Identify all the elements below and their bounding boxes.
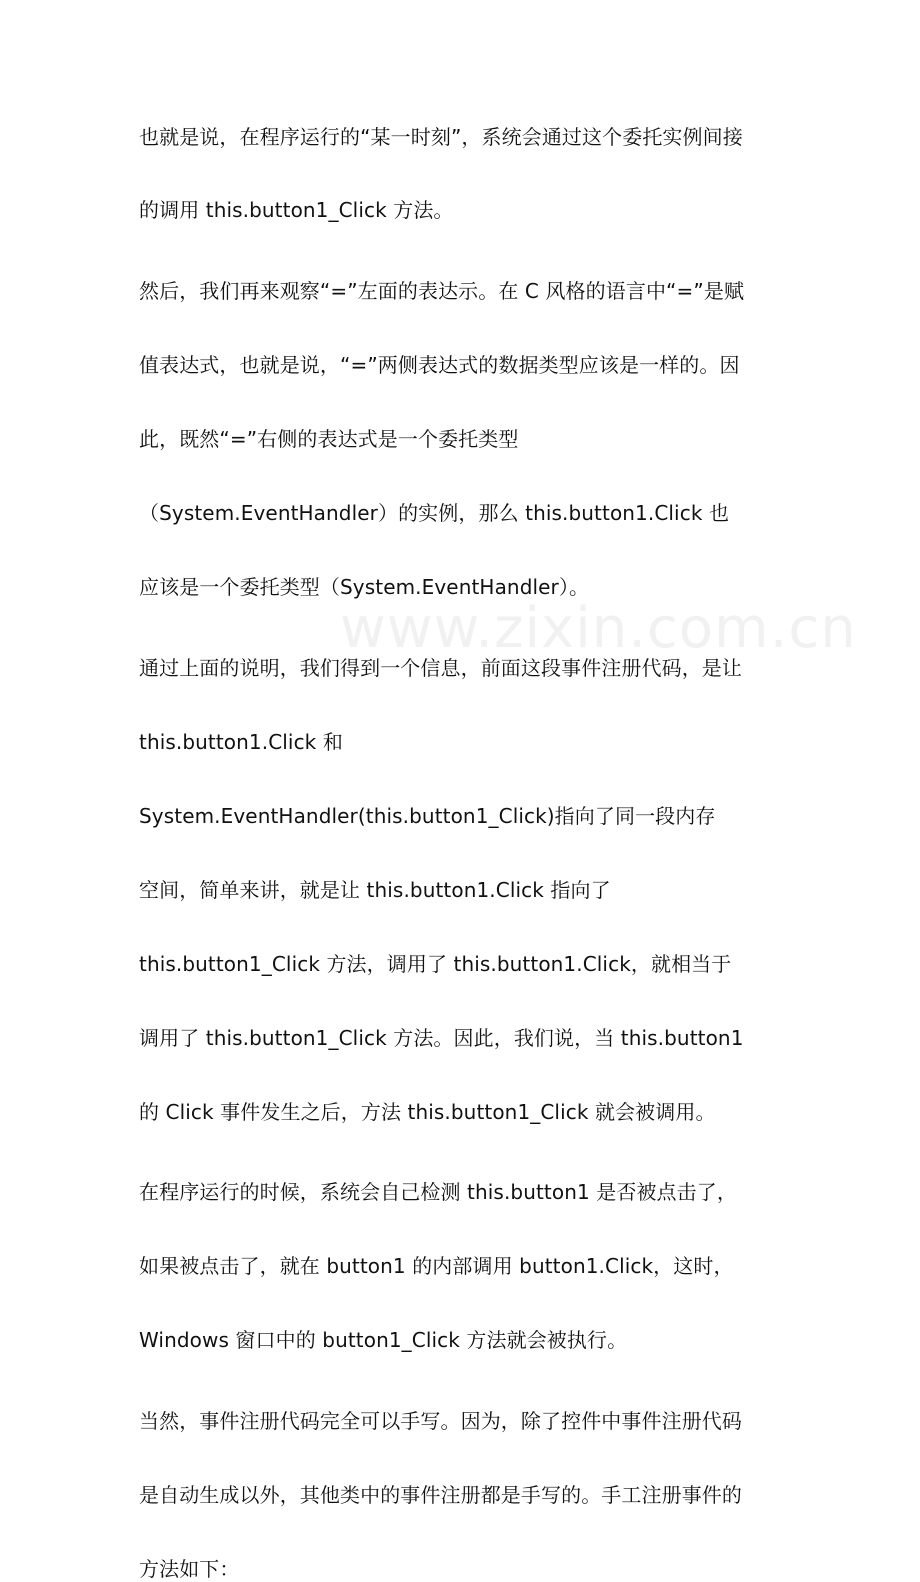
paragraph-2-line-2: 值表达式，也就是说，“=”两侧表达式的数据类型应该是一样的。因 (139, 353, 740, 377)
paragraph-3-line-3: System.EventHandler(this.button1_Click)指向了同一段内存 (139, 804, 716, 828)
paragraph-4-line-2: 如果被点击了，就在 button1 的内部调用 button1.Click，这时， (139, 1254, 734, 1278)
paragraph-1-line-2: 的调用 this.button1_Click 方法。 (139, 198, 454, 222)
paragraph-3-line-5: this.button1_Click 方法，调用了 this.button1.Click，就相当于 (139, 952, 732, 976)
watermark: www.zixin.com.cn (340, 596, 857, 661)
paragraph-2-line-5: 应该是一个委托类型（System.EventHandler）。 (139, 575, 590, 599)
paragraph-3-line-7: 的 Click 事件发生之后，方法 this.button1_Click 就会被调用。 (139, 1100, 716, 1124)
paragraph-2-line-1: 然后，我们再来观察“=”左面的表达示。在 C 风格的语言中“=”是赋 (139, 279, 745, 303)
paragraph-5-line-1: 当然，事件注册代码完全可以手写。因为，除了控件中事件注册代码 (139, 1409, 742, 1433)
paragraph-4-line-1: 在程序运行的时候，系统会自己检测 this.button1 是否被点击了， (139, 1180, 737, 1204)
paragraph-2-line-3: 此，既然“=”右侧的表达式是一个委托类型 (139, 427, 519, 451)
paragraph-4-line-3: Windows 窗口中的 button1_Click 方法就会被执行。 (139, 1328, 628, 1352)
paragraph-3-line-4: 空间，简单来讲，就是让 this.button1.Click 指向了 (139, 878, 611, 902)
paragraph-5-line-2: 是自动生成以外，其他类中的事件注册都是手写的。手工注册事件的 (139, 1483, 742, 1507)
paragraph-5-line-3: 方法如下： (139, 1557, 240, 1581)
paragraph-1-line-1: 也就是说，在程序运行的“某一时刻”，系统会通过这个委托实例间接 (139, 125, 743, 149)
paragraph-3-line-6: 调用了 this.button1_Click 方法。因此，我们说，当 this.button1 (139, 1026, 744, 1050)
paragraph-3-line-2: this.button1.Click 和 (139, 730, 343, 754)
paragraph-3-line-1: 通过上面的说明，我们得到一个信息，前面这段事件注册代码，是让 (139, 656, 742, 680)
paragraph-2-line-4: （System.EventHandler）的实例，那么 this.button1.Click 也 (139, 501, 730, 525)
